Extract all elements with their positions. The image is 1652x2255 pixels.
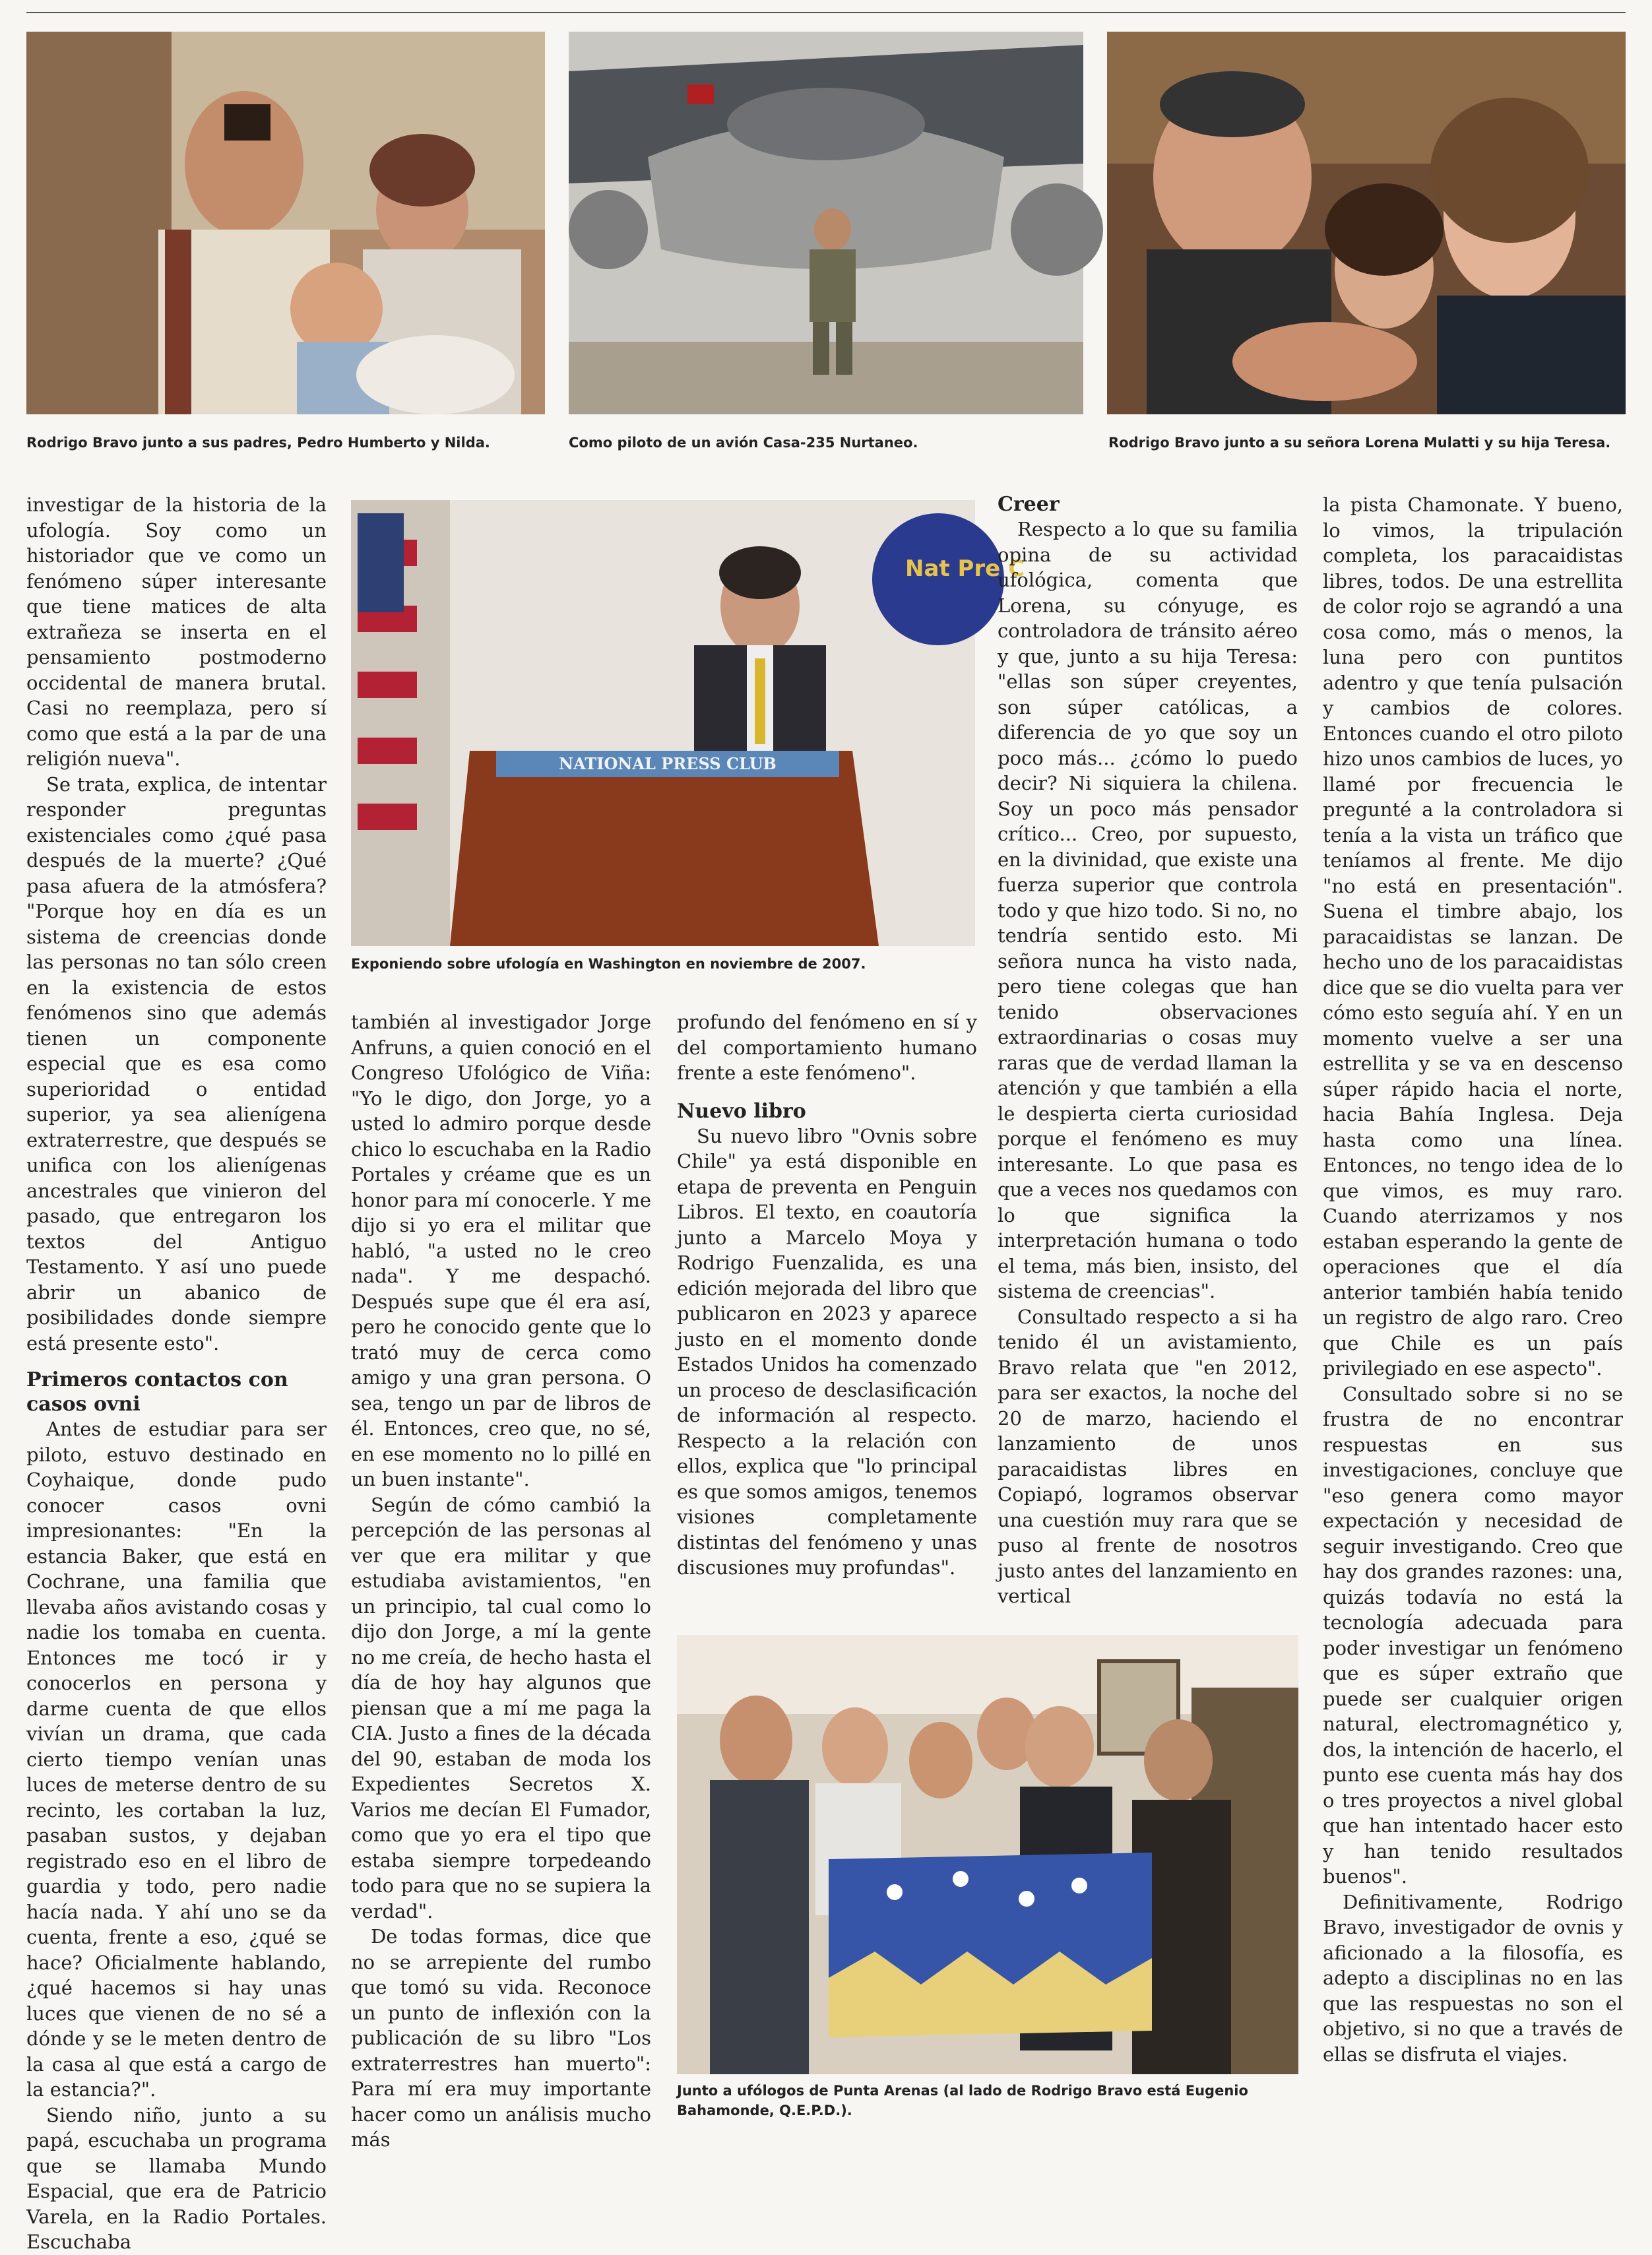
paragraph: profundo del fenómeno en sí y del comportamiento humano frente a este fenómeno". bbox=[677, 1011, 977, 1084]
caption-punta-arenas: Junto a ufólogos de Punta Arenas (al lado de Rodrigo Bravo está Eugenio Bahamonde, Q.E.P.D.). bbox=[677, 2083, 1248, 2118]
paragraph: De todas formas, dice que no se arrepiente del rumbo que tomó su vida. Reconoce un punto de inflexión con la publicación de su libro "Los extraterrestres han muerto": Para mí era muy importante hacer como un análisis mucho más bbox=[351, 1925, 651, 2151]
subheading-creer: Creer bbox=[998, 493, 1060, 516]
subheading-primeros-contactos: Primeros contactos con casos ovni bbox=[26, 1368, 288, 1416]
paragraph: Siendo niño, junto a su papá, escuchaba un programa que se llamaba Mundo Espacial, que era de Patricio Varela, en la Radio Portales. Escuchaba bbox=[26, 2103, 327, 2253]
paragraph: Definitivamente, Rodrigo Bravo, investigador de ovnis y aficionado a la filosofía, es adepto a disciplinas no en las que las respuestas no son el objetivo, si no que a través de ellas se disfruta el viajes. bbox=[1323, 1890, 1623, 2066]
subheading-nuevo-libro: Nuevo libro bbox=[677, 1099, 806, 1123]
photo-washington bbox=[351, 500, 1025, 946]
paragraph: también al investigador Jorge Anfruns, a quien conoció en el Congreso Ufológico de Viña: "Yo le digo, don Jorge, yo a usted lo admiro porque desde chico lo escuchaba en la Radio Portales y créame que es un honor para mí conocerle. Y me dijo si yo era el militar que habló, "a usted no le creo nada". Y me despachó. Después supe que él era así, pero he conocido gente que lo trató muy de cerca como amigo y una gran persona. O sea, tengo un par de libros de él. Entonces, creo que, no sé, en ese momento no lo pillé en un buen instante". bbox=[351, 1011, 651, 1490]
caption-parents: Rodrigo Bravo junto a sus padres, Pedro Humberto y Nilda. bbox=[26, 435, 490, 451]
top-rule bbox=[26, 12, 1626, 13]
caption-pilot: Como piloto de un avión Casa-235 Nurtaneo. bbox=[569, 435, 918, 451]
photo-punta-arenas bbox=[677, 1635, 1298, 2074]
article-column-2 bbox=[351, 1009, 651, 2153]
paragraph: Se trata, explica, de intentar responder preguntas existenciales como ¿qué pasa después de la muerte? ¿Qué pasa afuera de la atmósfera? "Porque hoy en día es un sistema de creencias donde las personas no tan sólo creen en la existencia de estos fenómenos sino que además tienen un componente especial que es esa como superioridad o entidad superior, ya sea alienígena extraterrestre, que después se unifica con los alienígenas ancestrales que vinieron del pasado, que entregaron los textos del Antiguo Testamento. Y así uno puede abrir un abanico de posibilidades donde siempre está presente esto". bbox=[26, 773, 327, 1354]
photo-pilot bbox=[569, 32, 1083, 414]
paragraph: Antes de estudiar para ser piloto, estuvo destinado en Coyhaique, donde pudo conocer casos ovni impresionantes: "En la estancia Baker, que está en Cochrane, una familia que llevaba años avistando cosas y nadie los tomaba en cuenta. Entonces me tocó ir y conocerlos en persona y darme cuenta de que ellos vivían un drama, que cada cierto tiempo venían unas luces de meterse dentro de su recinto, les cortaban la luz, pasaban sustos, y dejaban registrado eso en el libro de guardia y todo, pero nadie hacía nada. Y ahí uno se da cuenta, frente a eso, ¿qué se hace? Oficialmente hablando, ¿qué hacemos si hay unas luces que vienen de no sé a dónde y se le meten dentro de la casa al que está a cargo de la estancia?". bbox=[26, 1418, 327, 2101]
article-column-3 bbox=[677, 1009, 977, 1581]
article-column-1 bbox=[26, 492, 327, 2255]
paragraph: Según de cómo cambió la percepción de las personas al ver que era militar y que estudiaba avistamientos, "en un principio, tal cual como lo dijo don Jorge, a mí la gente no me creía, de hecho hasta el día de hoy hay algunos que piensan que a mí me paga la CIA. Justo a fines de la década del 90, estaban de moda los Expedientes Secretos X. Varios me decían El Fumador, como que yo era el tipo que estaba siempre torpedeando todo para que no se supiera la verdad". bbox=[351, 1493, 651, 1922]
paragraph: Respecto a lo que su familia opina de su actividad ufológica, comenta que Lorena, su cónyuge, es controladora de tránsito aéreo y que, junto a su hija Teresa: "ellas son súper creyentes, son súper católicas, a diferencia de yo que soy un poco más... ¿cómo lo puedo decir? Ni siquiera la chilena. Soy un poco más pensador crítico... Creo, por supuesto, en la divinidad, que existe una fuerza superior que controla todo y que hizo todo. Si no, no tendría sentido esto. Mi señora nunca ha visto nada, pero tiene colegas que han tenido observaciones extraordinarias o cosas muy raras que de verdad llaman la atención y que también a ella le despierta cierta curiosidad porque el fenómeno es muy interesante. Lo que pasa es que a veces nos quedamos con lo que significa la interpretación humana o todo el tema, más bien, insisto, del sistema de creencias". bbox=[998, 518, 1298, 1302]
photo-parents bbox=[26, 32, 545, 414]
photo-family bbox=[1107, 32, 1626, 414]
caption-family: Rodrigo Bravo junto a su señora Lorena Mulatti y su hija Teresa. bbox=[1108, 435, 1611, 451]
paragraph: investigar de la historia de la ufología. Soy como un historiador que ve como un fenómeno súper interesante que tiene matices de alta extrañeza se inserta en el pensamiento postmoderno occidental de manera brutal. Casi no reemplaza, pero sí como que está a la par de una religión nueva". bbox=[26, 493, 327, 770]
paragraph: Consultado respecto a si ha tenido él un avistamiento, Bravo relata que "en 2012, para ser exactos, la noche del 20 de marzo, haciendo el lanzamiento de unos paracaidistas libres en Copiapó, logramos observar una cuestión muy rara que se puso al frente de nosotros justo antes del lanzamiento en vertical bbox=[998, 1305, 1298, 1607]
logo-text: Nat Pre C bbox=[905, 556, 1025, 582]
paragraph: Su nuevo libro "Ovnis sobre Chile" ya está disponible en etapa de preventa en Penguin Libros. El texto, en coautoría junto a Marcelo Moya y Rodrigo Fuenzalida, es una edición mejorada del libro que publicaron en 2023 y aparece justo en el momento donde Estados Unidos ha comenzado un proceso de desclasificación de información al respecto. Respecto a la relación con ellos, explica que "lo principal es que somos amigos, tenemos visiones completamente distintas del fenómeno y unas discusiones muy profundas". bbox=[677, 1124, 977, 1579]
paragraph: la pista Chamonate. Y bueno, lo vimos, la tripulación completa, los paracaidistas libres, todos. De una estrellita de color rojo se agrandó a una cosa como, más o menos, la luna pero con puntitos adentro y que tenía pulsación y cambios de colores. Entonces cuando el otro piloto hizo unos cambios de luces, yo llamé por frecuencia le pregunté a la controladora si tenía a la vista un tráfico que teníamos al frente. Me dijo "no está en presentación". Suena el timbre abajo, los paracaidistas se lanzan. De hecho uno de los paracaidistas dice que se dio vuelta para ver cómo esto seguía ahí. Y en un momento vuelve a ser una estrellita y se va en descenso súper rápido hacia el norte, hacia Bahía Inglesa. Deja hasta como una línea. Entonces, no tengo idea de lo que vimos, es muy raro. Cuando aterrizamos y nos estaban esperando la gente de operaciones que el día anterior también había tenido un registro de algo raro. Creo que Chile es un país privilegiado en ese aspecto". bbox=[1323, 493, 1623, 1380]
article-column-4 bbox=[998, 492, 1298, 1609]
paragraph: Consultado sobre si no se frustra de no encontrar respuestas en sus investigaciones, concluye que "eso genera como mayor expectación y necesidad de seguir investigando. Creo que hay dos grandes razones: una, quizás todavía no está la tecnología adecuada para poder investigar un fenómeno que es súper extraño que puede ser cualquier origen natural, electromagnético y, dos, la intención de hacerlo, el punto ese cuenta más hay dos o tres proyectos a nivel global que han intentado hacer esto y han tenido resultados buenos". bbox=[1323, 1382, 1623, 1888]
article-column-5 bbox=[1323, 492, 1623, 2067]
podium-sign: NATIONAL PRESS CLUB bbox=[559, 754, 777, 773]
caption-washington: Exponiendo sobre ufología en Washington en noviembre de 2007. bbox=[351, 956, 866, 972]
